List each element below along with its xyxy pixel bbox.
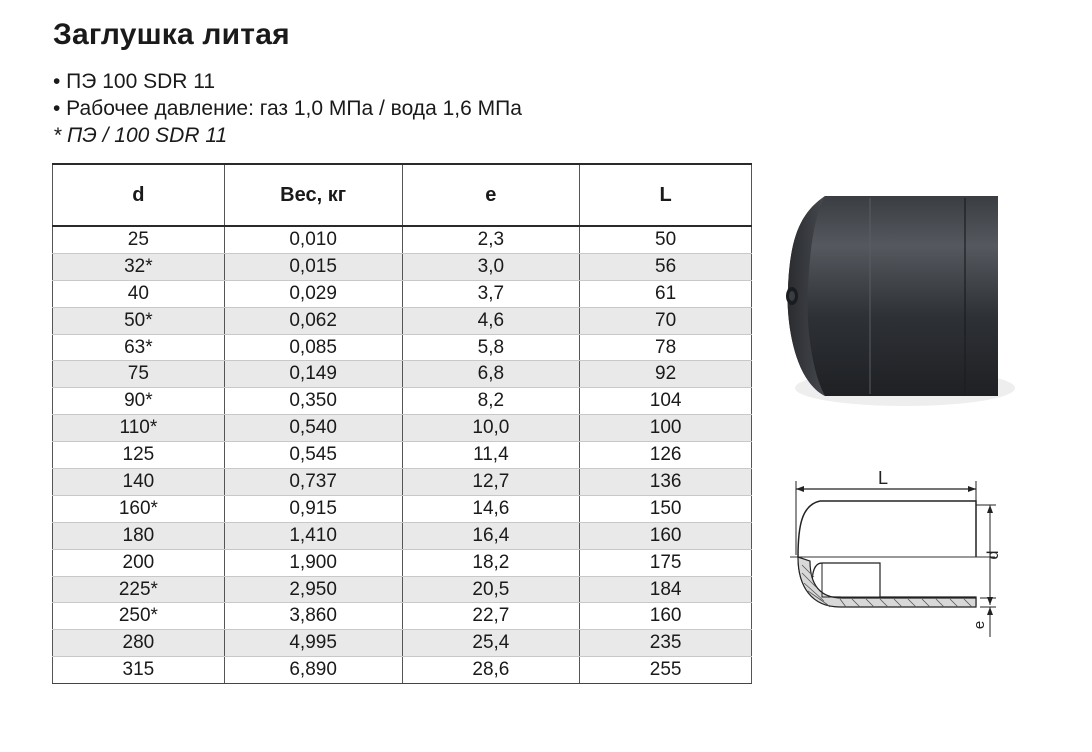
cell-weight: 4,995 — [224, 630, 402, 657]
table-row — [53, 334, 752, 361]
label-d: d — [985, 550, 1002, 560]
table-row — [53, 361, 752, 388]
label-e: e — [971, 620, 988, 630]
cell-d: 110* — [53, 415, 225, 442]
cell-e: 16,4 — [402, 522, 580, 549]
cell-d: 250* — [53, 603, 225, 630]
table-row — [53, 280, 752, 307]
cell-l: 255 — [580, 657, 752, 684]
footnote: * ПЭ / 100 SDR 11 — [53, 124, 228, 147]
cell-e: 6,8 — [402, 361, 580, 388]
table-row — [53, 415, 752, 442]
cell-d: 140 — [53, 469, 225, 496]
cell-d: 180 — [53, 522, 225, 549]
table-row — [53, 576, 752, 603]
end-cap-drawing — [780, 465, 1010, 645]
cell-weight: 0,085 — [224, 334, 402, 361]
cell-l: 70 — [580, 307, 752, 334]
cell-d: 40 — [53, 280, 225, 307]
cell-d: 225* — [53, 576, 225, 603]
table-row — [53, 630, 752, 657]
cell-l: 50 — [580, 226, 752, 253]
cell-e: 20,5 — [402, 576, 580, 603]
cell-d: 63* — [53, 334, 225, 361]
cell-l: 100 — [580, 415, 752, 442]
cell-e: 12,7 — [402, 469, 580, 496]
cell-l: 184 — [580, 576, 752, 603]
cell-e: 22,7 — [402, 603, 580, 630]
cell-l: 150 — [580, 495, 752, 522]
table-row — [53, 469, 752, 496]
cell-weight: 0,029 — [224, 280, 402, 307]
cell-l: 126 — [580, 442, 752, 469]
cell-e: 5,8 — [402, 334, 580, 361]
end-cap-photo — [770, 178, 1040, 428]
table-body — [53, 226, 752, 684]
pressure-bullet: • Рабочее давление: газ 1,0 МПа / вода 1,6 МПа — [53, 97, 522, 120]
cell-d: 200 — [53, 549, 225, 576]
cell-weight: 1,410 — [224, 522, 402, 549]
cell-weight: 0,737 — [224, 469, 402, 496]
cell-l: 56 — [580, 253, 752, 280]
table-row — [53, 388, 752, 415]
cell-e: 14,6 — [402, 495, 580, 522]
cell-d: 50* — [53, 307, 225, 334]
cell-e: 3,0 — [402, 253, 580, 280]
label-l: L — [877, 468, 889, 488]
table-row — [53, 522, 752, 549]
page-title: Заглушка литая — [53, 18, 290, 51]
cell-weight: 0,540 — [224, 415, 402, 442]
cell-l: 78 — [580, 334, 752, 361]
table-row — [53, 307, 752, 334]
table-header-row — [53, 164, 752, 226]
cell-weight: 0,149 — [224, 361, 402, 388]
cell-weight: 0,015 — [224, 253, 402, 280]
cell-d: 25 — [53, 226, 225, 253]
cell-weight: 0,915 — [224, 495, 402, 522]
cell-weight: 0,062 — [224, 307, 402, 334]
cell-e: 10,0 — [402, 415, 580, 442]
table-row — [53, 442, 752, 469]
cell-weight: 3,860 — [224, 603, 402, 630]
cell-weight: 0,350 — [224, 388, 402, 415]
cell-weight: 0,545 — [224, 442, 402, 469]
cell-l: 92 — [580, 361, 752, 388]
column-header-weight: Вес, кг — [224, 164, 402, 226]
cell-weight: 1,900 — [224, 549, 402, 576]
cell-e: 25,4 — [402, 630, 580, 657]
cell-e: 18,2 — [402, 549, 580, 576]
table-row — [53, 495, 752, 522]
cell-d: 160* — [53, 495, 225, 522]
cell-l: 175 — [580, 549, 752, 576]
cell-l: 160 — [580, 603, 752, 630]
cell-l: 61 — [580, 280, 752, 307]
cell-e: 8,2 — [402, 388, 580, 415]
material-bullet: • ПЭ 100 SDR 11 — [53, 70, 216, 93]
table-row — [53, 253, 752, 280]
cell-e: 3,7 — [402, 280, 580, 307]
cell-l: 160 — [580, 522, 752, 549]
cell-d: 32* — [53, 253, 225, 280]
cell-e: 28,6 — [402, 657, 580, 684]
cell-l: 104 — [580, 388, 752, 415]
table-row — [53, 549, 752, 576]
cell-l: 235 — [580, 630, 752, 657]
cell-e: 2,3 — [402, 226, 580, 253]
cell-d: 75 — [53, 361, 225, 388]
table-row — [53, 226, 752, 253]
table-row — [53, 603, 752, 630]
column-header-d: d — [53, 164, 225, 226]
cell-weight: 2,950 — [224, 576, 402, 603]
cell-e: 4,6 — [402, 307, 580, 334]
column-header-l: L — [580, 164, 752, 226]
cell-d: 125 — [53, 442, 225, 469]
column-header-e: e — [402, 164, 580, 226]
cell-d: 90* — [53, 388, 225, 415]
cell-e: 11,4 — [402, 442, 580, 469]
cell-d: 315 — [53, 657, 225, 684]
cell-d: 280 — [53, 630, 225, 657]
spec-table — [52, 163, 752, 684]
cell-weight: 0,010 — [224, 226, 402, 253]
cell-weight: 6,890 — [224, 657, 402, 684]
table-row — [53, 657, 752, 684]
cell-l: 136 — [580, 469, 752, 496]
